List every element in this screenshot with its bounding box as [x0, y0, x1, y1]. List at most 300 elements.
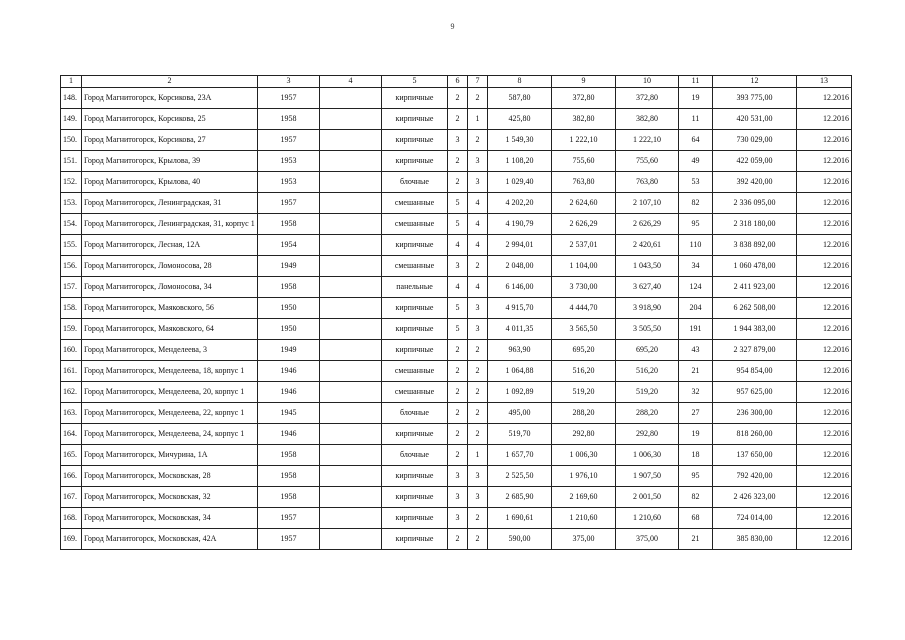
row-number: 159. [61, 319, 82, 340]
wall-material-cell: кирпичные [382, 319, 448, 340]
row-number: 152. [61, 172, 82, 193]
date-cell: 12.2016 [797, 214, 852, 235]
wall-material-cell: кирпичные [382, 340, 448, 361]
total-area-cell: 2 048,00 [488, 256, 552, 277]
row-number: 161. [61, 361, 82, 382]
area-cell: 288,20 [552, 403, 616, 424]
total-area-cell: 519,70 [488, 424, 552, 445]
area-cell: 2 169,60 [552, 487, 616, 508]
residents-cell: 11 [679, 109, 713, 130]
living-area-cell: 3 918,90 [616, 298, 679, 319]
total-area-cell: 1 064,88 [488, 361, 552, 382]
area-cell: 763,80 [552, 172, 616, 193]
residents-cell: 34 [679, 256, 713, 277]
date-cell: 12.2016 [797, 445, 852, 466]
wall-material-cell: кирпичные [382, 529, 448, 550]
residents-cell: 21 [679, 361, 713, 382]
living-area-cell: 1 907,50 [616, 466, 679, 487]
total-area-cell: 6 146,00 [488, 277, 552, 298]
column-4-cell [320, 466, 382, 487]
wall-material-cell: панельные [382, 277, 448, 298]
entrances-cell: 2 [468, 403, 488, 424]
floors-cell: 3 [448, 508, 468, 529]
wall-material-cell: кирпичные [382, 298, 448, 319]
cost-cell: 1 060 478,00 [713, 256, 797, 277]
residents-cell: 204 [679, 298, 713, 319]
living-area-cell: 1 222,10 [616, 130, 679, 151]
row-number: 157. [61, 277, 82, 298]
cost-cell: 393 775,00 [713, 88, 797, 109]
year-cell: 1958 [258, 214, 320, 235]
wall-material-cell: блочные [382, 403, 448, 424]
floors-cell: 2 [448, 88, 468, 109]
wall-material-cell: кирпичные [382, 130, 448, 151]
residents-cell: 64 [679, 130, 713, 151]
address-cell: Город Магнитогорск, Ленинградская, 31 [82, 193, 258, 214]
date-cell: 12.2016 [797, 130, 852, 151]
address-cell: Город Магнитогорск, Корсикова, 27 [82, 130, 258, 151]
area-cell: 382,80 [552, 109, 616, 130]
address-cell: Город Магнитогорск, Менделеева, 18, корпус 1 [82, 361, 258, 382]
floors-cell: 5 [448, 298, 468, 319]
cost-cell: 724 014,00 [713, 508, 797, 529]
floors-cell: 3 [448, 256, 468, 277]
total-area-cell: 1 029,40 [488, 172, 552, 193]
wall-material-cell: блочные [382, 172, 448, 193]
table-row [61, 403, 852, 424]
total-area-cell: 4 190,79 [488, 214, 552, 235]
residents-cell: 21 [679, 529, 713, 550]
column-4-cell [320, 298, 382, 319]
wall-material-cell: кирпичные [382, 466, 448, 487]
floors-cell: 2 [448, 382, 468, 403]
wall-material-cell: кирпичные [382, 88, 448, 109]
table-row [61, 298, 852, 319]
entrances-cell: 3 [468, 151, 488, 172]
floors-cell: 2 [448, 361, 468, 382]
date-cell: 12.2016 [797, 298, 852, 319]
column-header: 13 [797, 76, 852, 88]
date-cell: 12.2016 [797, 340, 852, 361]
entrances-cell: 2 [468, 256, 488, 277]
wall-material-cell: смешанные [382, 361, 448, 382]
entrances-cell: 1 [468, 445, 488, 466]
cost-cell: 730 029,00 [713, 130, 797, 151]
year-cell: 1945 [258, 403, 320, 424]
table-row [61, 445, 852, 466]
column-4-cell [320, 382, 382, 403]
floors-cell: 2 [448, 109, 468, 130]
column-header: 10 [616, 76, 679, 88]
column-header: 8 [488, 76, 552, 88]
area-cell: 3 565,50 [552, 319, 616, 340]
floors-cell: 2 [448, 340, 468, 361]
floors-cell: 2 [448, 529, 468, 550]
floors-cell: 2 [448, 151, 468, 172]
residents-cell: 18 [679, 445, 713, 466]
living-area-cell: 375,00 [616, 529, 679, 550]
year-cell: 1958 [258, 466, 320, 487]
date-cell: 12.2016 [797, 193, 852, 214]
table-row [61, 319, 852, 340]
total-area-cell: 1 549,30 [488, 130, 552, 151]
address-cell: Город Магнитогорск, Московская, 28 [82, 466, 258, 487]
column-header: 3 [258, 76, 320, 88]
area-cell: 2 537,01 [552, 235, 616, 256]
area-cell: 3 730,00 [552, 277, 616, 298]
column-header: 6 [448, 76, 468, 88]
total-area-cell: 2 994,01 [488, 235, 552, 256]
total-area-cell: 1 690,61 [488, 508, 552, 529]
area-cell: 516,20 [552, 361, 616, 382]
wall-material-cell: смешанные [382, 382, 448, 403]
living-area-cell: 519,20 [616, 382, 679, 403]
entrances-cell: 1 [468, 109, 488, 130]
address-cell: Город Магнитогорск, Корсикова, 23А [82, 88, 258, 109]
entrances-cell: 3 [468, 466, 488, 487]
year-cell: 1946 [258, 361, 320, 382]
address-cell: Город Магнитогорск, Московская, 42А [82, 529, 258, 550]
cost-cell: 137 650,00 [713, 445, 797, 466]
wall-material-cell: смешанные [382, 214, 448, 235]
date-cell: 12.2016 [797, 172, 852, 193]
cost-cell: 954 854,00 [713, 361, 797, 382]
table-row [61, 424, 852, 445]
total-area-cell: 1 108,20 [488, 151, 552, 172]
residents-cell: 27 [679, 403, 713, 424]
living-area-cell: 695,20 [616, 340, 679, 361]
total-area-cell: 1 657,70 [488, 445, 552, 466]
column-4-cell [320, 319, 382, 340]
column-4-cell [320, 235, 382, 256]
entrances-cell: 2 [468, 382, 488, 403]
area-cell: 519,20 [552, 382, 616, 403]
column-4-cell [320, 361, 382, 382]
area-cell: 1 210,60 [552, 508, 616, 529]
year-cell: 1958 [258, 487, 320, 508]
address-cell: Город Магнитогорск, Ломоносова, 34 [82, 277, 258, 298]
floors-cell: 4 [448, 235, 468, 256]
date-cell: 12.2016 [797, 319, 852, 340]
floors-cell: 2 [448, 445, 468, 466]
year-cell: 1953 [258, 172, 320, 193]
row-number: 151. [61, 151, 82, 172]
column-4-cell [320, 445, 382, 466]
entrances-cell: 3 [468, 487, 488, 508]
year-cell: 1950 [258, 319, 320, 340]
row-number: 163. [61, 403, 82, 424]
row-number: 165. [61, 445, 82, 466]
address-cell: Город Магнитогорск, Маяковского, 64 [82, 319, 258, 340]
date-cell: 12.2016 [797, 403, 852, 424]
residents-cell: 95 [679, 214, 713, 235]
cost-cell: 2 426 323,00 [713, 487, 797, 508]
date-cell: 12.2016 [797, 424, 852, 445]
date-cell: 12.2016 [797, 235, 852, 256]
row-number: 167. [61, 487, 82, 508]
column-header: 7 [468, 76, 488, 88]
date-cell: 12.2016 [797, 529, 852, 550]
wall-material-cell: блочные [382, 445, 448, 466]
date-cell: 12.2016 [797, 508, 852, 529]
column-4-cell [320, 214, 382, 235]
entrances-cell: 4 [468, 277, 488, 298]
date-cell: 12.2016 [797, 277, 852, 298]
year-cell: 1954 [258, 235, 320, 256]
column-header: 4 [320, 76, 382, 88]
cost-cell: 2 411 923,00 [713, 277, 797, 298]
entrances-cell: 4 [468, 235, 488, 256]
column-header: 11 [679, 76, 713, 88]
year-cell: 1958 [258, 445, 320, 466]
wall-material-cell: кирпичные [382, 235, 448, 256]
year-cell: 1953 [258, 151, 320, 172]
table-row [61, 151, 852, 172]
cost-cell: 420 531,00 [713, 109, 797, 130]
cost-cell: 792 420,00 [713, 466, 797, 487]
address-cell: Город Магнитогорск, Маяковского, 56 [82, 298, 258, 319]
total-area-cell: 4 915,70 [488, 298, 552, 319]
table-row [61, 487, 852, 508]
row-number: 156. [61, 256, 82, 277]
floors-cell: 5 [448, 319, 468, 340]
row-number: 153. [61, 193, 82, 214]
residents-cell: 124 [679, 277, 713, 298]
living-area-cell: 1 210,60 [616, 508, 679, 529]
header-row [61, 76, 852, 88]
table-row [61, 109, 852, 130]
area-cell: 1 006,30 [552, 445, 616, 466]
residents-cell: 19 [679, 88, 713, 109]
living-area-cell: 1 006,30 [616, 445, 679, 466]
table-row [61, 172, 852, 193]
column-4-cell [320, 256, 382, 277]
row-number: 158. [61, 298, 82, 319]
entrances-cell: 2 [468, 424, 488, 445]
total-area-cell: 4 202,20 [488, 193, 552, 214]
address-cell: Город Магнитогорск, Менделеева, 22, корпус 1 [82, 403, 258, 424]
living-area-cell: 755,60 [616, 151, 679, 172]
page-number: 9 [450, 22, 455, 31]
year-cell: 1949 [258, 340, 320, 361]
column-4-cell [320, 130, 382, 151]
cost-cell: 236 300,00 [713, 403, 797, 424]
entrances-cell: 3 [468, 298, 488, 319]
area-cell: 1 976,10 [552, 466, 616, 487]
floors-cell: 4 [448, 277, 468, 298]
residents-cell: 110 [679, 235, 713, 256]
living-area-cell: 288,20 [616, 403, 679, 424]
living-area-cell: 372,80 [616, 88, 679, 109]
total-area-cell: 1 092,89 [488, 382, 552, 403]
living-area-cell: 2 626,29 [616, 214, 679, 235]
cost-cell: 2 336 095,00 [713, 193, 797, 214]
wall-material-cell: кирпичные [382, 487, 448, 508]
row-number: 150. [61, 130, 82, 151]
year-cell: 1957 [258, 130, 320, 151]
column-header: 5 [382, 76, 448, 88]
table-row [61, 235, 852, 256]
total-area-cell: 425,80 [488, 109, 552, 130]
table-row [61, 361, 852, 382]
column-4-cell [320, 529, 382, 550]
column-header: 9 [552, 76, 616, 88]
column-4-cell [320, 340, 382, 361]
year-cell: 1950 [258, 298, 320, 319]
column-4-cell [320, 487, 382, 508]
total-area-cell: 495,00 [488, 403, 552, 424]
cost-cell: 385 830,00 [713, 529, 797, 550]
year-cell: 1958 [258, 277, 320, 298]
column-4-cell [320, 403, 382, 424]
living-area-cell: 292,80 [616, 424, 679, 445]
residents-cell: 95 [679, 466, 713, 487]
row-number: 168. [61, 508, 82, 529]
residents-cell: 68 [679, 508, 713, 529]
address-cell: Город Магнитогорск, Менделеева, 3 [82, 340, 258, 361]
year-cell: 1949 [258, 256, 320, 277]
total-area-cell: 4 011,35 [488, 319, 552, 340]
living-area-cell: 1 043,50 [616, 256, 679, 277]
table-row [61, 466, 852, 487]
cost-cell: 422 059,00 [713, 151, 797, 172]
row-number: 154. [61, 214, 82, 235]
row-number: 164. [61, 424, 82, 445]
wall-material-cell: кирпичные [382, 109, 448, 130]
residents-cell: 53 [679, 172, 713, 193]
entrances-cell: 2 [468, 340, 488, 361]
table-row [61, 193, 852, 214]
year-cell: 1957 [258, 508, 320, 529]
cost-cell: 2 318 180,00 [713, 214, 797, 235]
date-cell: 12.2016 [797, 361, 852, 382]
cost-cell: 392 420,00 [713, 172, 797, 193]
column-4-cell [320, 151, 382, 172]
row-number: 155. [61, 235, 82, 256]
address-cell: Город Магнитогорск, Корсикова, 25 [82, 109, 258, 130]
entrances-cell: 2 [468, 508, 488, 529]
entrances-cell: 4 [468, 214, 488, 235]
column-4-cell [320, 88, 382, 109]
floors-cell: 3 [448, 487, 468, 508]
entrances-cell: 2 [468, 529, 488, 550]
table-body [61, 88, 852, 550]
total-area-cell: 2 525,50 [488, 466, 552, 487]
date-cell: 12.2016 [797, 382, 852, 403]
floors-cell: 5 [448, 214, 468, 235]
residents-cell: 191 [679, 319, 713, 340]
date-cell: 12.2016 [797, 88, 852, 109]
wall-material-cell: кирпичные [382, 508, 448, 529]
address-cell: Город Магнитогорск, Менделеева, 24, корпус 1 [82, 424, 258, 445]
address-cell: Город Магнитогорск, Крылова, 40 [82, 172, 258, 193]
housing-registry-table [60, 75, 852, 550]
address-cell: Город Магнитогорск, Московская, 34 [82, 508, 258, 529]
residents-cell: 82 [679, 193, 713, 214]
table-row [61, 214, 852, 235]
year-cell: 1957 [258, 529, 320, 550]
column-header: 2 [82, 76, 258, 88]
entrances-cell: 2 [468, 361, 488, 382]
area-cell: 4 444,70 [552, 298, 616, 319]
entrances-cell: 3 [468, 319, 488, 340]
cost-cell: 957 625,00 [713, 382, 797, 403]
table-row [61, 508, 852, 529]
date-cell: 12.2016 [797, 487, 852, 508]
column-4-cell [320, 193, 382, 214]
table-row [61, 88, 852, 109]
total-area-cell: 2 685,90 [488, 487, 552, 508]
floors-cell: 2 [448, 403, 468, 424]
date-cell: 12.2016 [797, 109, 852, 130]
row-number: 149. [61, 109, 82, 130]
cost-cell: 3 838 892,00 [713, 235, 797, 256]
row-number: 166. [61, 466, 82, 487]
cost-cell: 818 260,00 [713, 424, 797, 445]
floors-cell: 2 [448, 424, 468, 445]
cost-cell: 1 944 383,00 [713, 319, 797, 340]
area-cell: 695,20 [552, 340, 616, 361]
wall-material-cell: смешанные [382, 256, 448, 277]
residents-cell: 49 [679, 151, 713, 172]
floors-cell: 3 [448, 130, 468, 151]
year-cell: 1946 [258, 382, 320, 403]
living-area-cell: 763,80 [616, 172, 679, 193]
column-4-cell [320, 424, 382, 445]
living-area-cell: 2 420,61 [616, 235, 679, 256]
area-cell: 292,80 [552, 424, 616, 445]
living-area-cell: 516,20 [616, 361, 679, 382]
entrances-cell: 3 [468, 172, 488, 193]
living-area-cell: 2 107,10 [616, 193, 679, 214]
total-area-cell: 963,90 [488, 340, 552, 361]
entrances-cell: 2 [468, 130, 488, 151]
year-cell: 1946 [258, 424, 320, 445]
date-cell: 12.2016 [797, 151, 852, 172]
column-4-cell [320, 508, 382, 529]
area-cell: 755,60 [552, 151, 616, 172]
floors-cell: 2 [448, 172, 468, 193]
table-row [61, 529, 852, 550]
row-number: 162. [61, 382, 82, 403]
floors-cell: 5 [448, 193, 468, 214]
date-cell: 12.2016 [797, 466, 852, 487]
cost-cell: 6 262 508,00 [713, 298, 797, 319]
column-4-cell [320, 109, 382, 130]
column-header: 12 [713, 76, 797, 88]
total-area-cell: 587,80 [488, 88, 552, 109]
column-4-cell [320, 277, 382, 298]
column-4-cell [320, 172, 382, 193]
wall-material-cell: кирпичные [382, 424, 448, 445]
residents-cell: 43 [679, 340, 713, 361]
area-cell: 2 624,60 [552, 193, 616, 214]
table-row [61, 130, 852, 151]
area-cell: 372,80 [552, 88, 616, 109]
residents-cell: 32 [679, 382, 713, 403]
address-cell: Город Магнитогорск, Лесная, 12А [82, 235, 258, 256]
address-cell: Город Магнитогорск, Менделеева, 20, корпус 1 [82, 382, 258, 403]
wall-material-cell: смешанные [382, 193, 448, 214]
living-area-cell: 3 627,40 [616, 277, 679, 298]
table-row [61, 277, 852, 298]
year-cell: 1958 [258, 109, 320, 130]
total-area-cell: 590,00 [488, 529, 552, 550]
table-row [61, 256, 852, 277]
area-cell: 1 222,10 [552, 130, 616, 151]
entrances-cell: 2 [468, 88, 488, 109]
address-cell: Город Магнитогорск, Московская, 32 [82, 487, 258, 508]
